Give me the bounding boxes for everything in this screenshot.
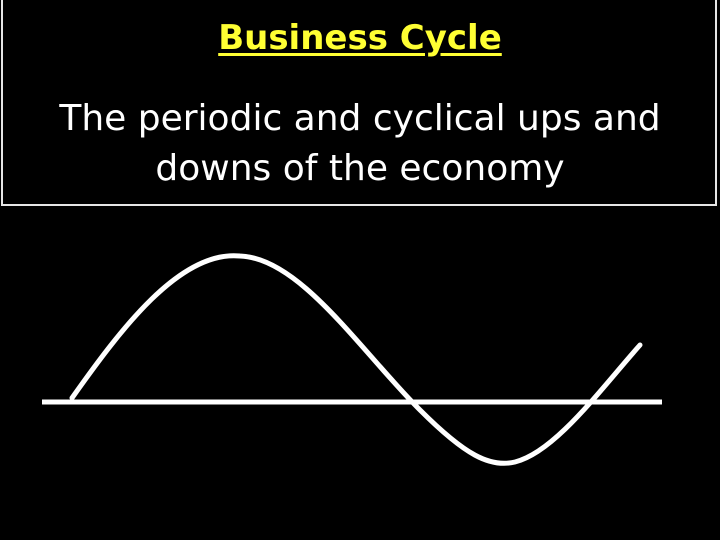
cycle-wave — [72, 256, 640, 464]
definition-line-1: The periodic and cyclical ups and — [59, 98, 661, 139]
slide-title-text: Business Cycle — [218, 18, 502, 58]
definition-line-2: downs of the economy — [155, 148, 565, 189]
